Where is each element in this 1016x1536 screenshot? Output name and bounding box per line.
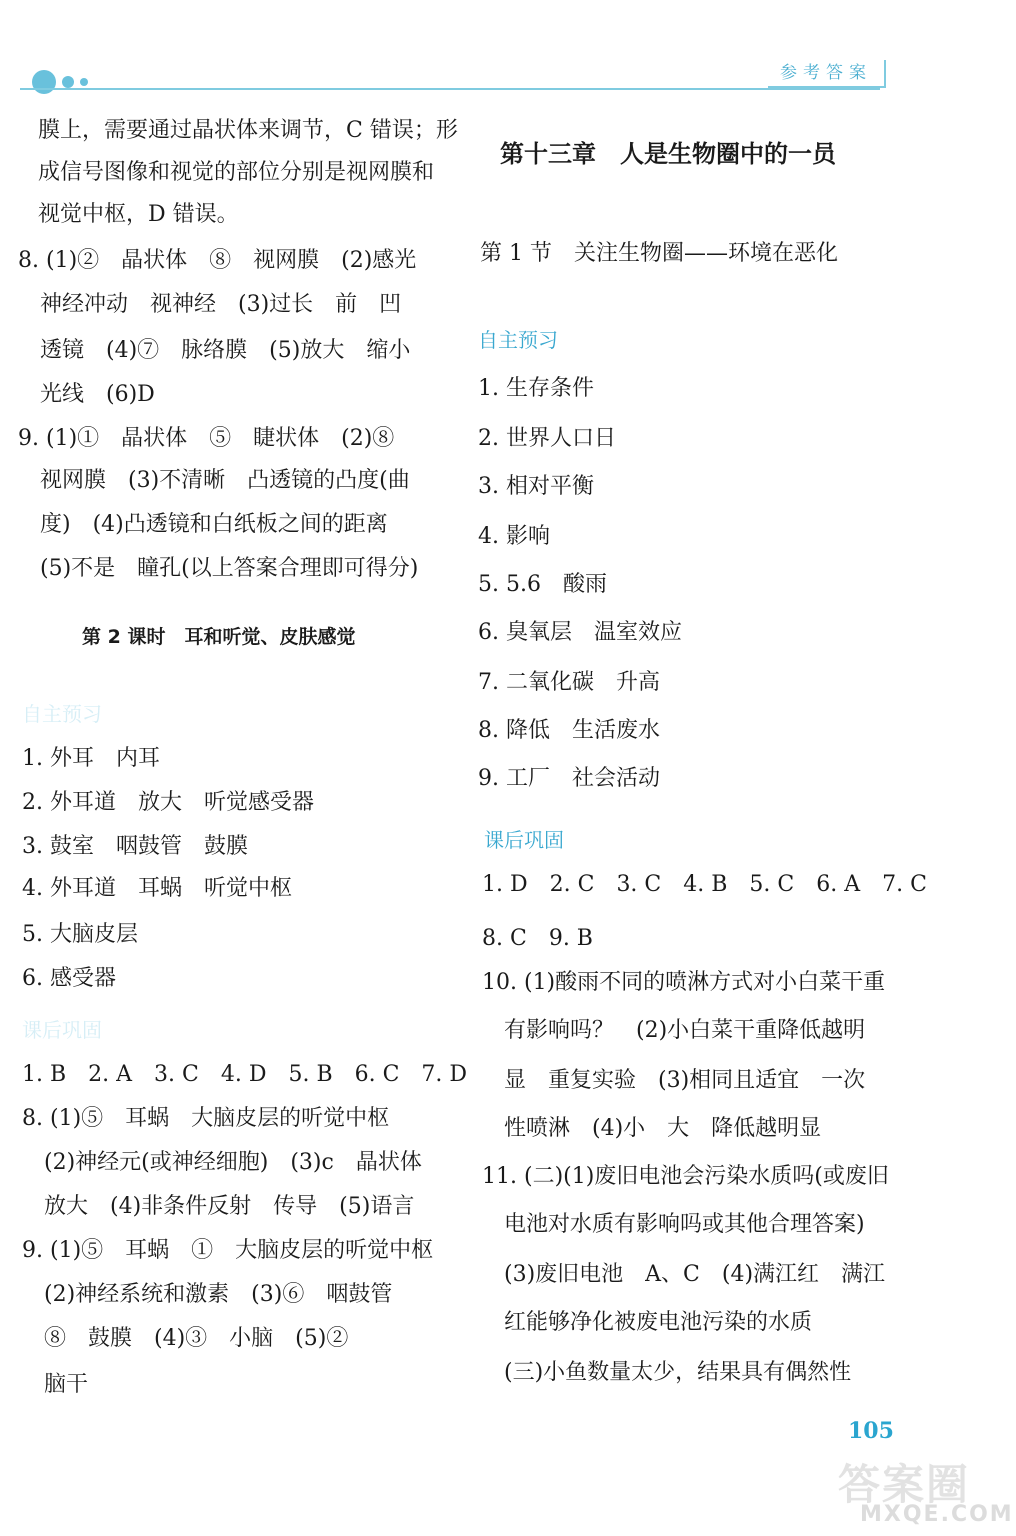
page-header [0, 0, 1016, 110]
left-line: 视觉中枢，D 错误。 [38, 202, 239, 227]
preview-answer: 4. 外耳道 耳蜗 听觉中枢 [22, 876, 292, 901]
preview-answer: 8. 降低 生活废水 [478, 718, 660, 743]
header-dots-icon [32, 70, 94, 94]
preview-answer: 4. 影响 [478, 524, 550, 549]
consolidate-line: 9. (1)⑤ 耳蜗 ① 大脑皮层的听觉中枢 [22, 1238, 434, 1263]
consolidate-line: 8. C 9. B [482, 926, 593, 951]
watermark-logo [834, 1450, 1014, 1532]
preview-answer: 7. 二氧化碳 升高 [478, 670, 660, 695]
consolidate-line: 电池对水质有影响吗或其他合理答案) [482, 1212, 865, 1237]
consolidate-line: 红能够净化被废电池污染的水质 [482, 1310, 813, 1335]
subhead-consolidate: 课后巩固 [484, 828, 564, 852]
preview-answer: 5. 5.6 酸雨 [478, 572, 607, 597]
lesson-title: 第 2 课时 耳和听觉、皮肤感觉 [82, 626, 356, 648]
watermark-text: 答案圈 [838, 1460, 971, 1509]
header-divider [20, 88, 880, 90]
left-line: 膜上，需要通过晶状体来调节，C 错误；形 [38, 118, 458, 143]
preview-answer: 6. 臭氧层 温室效应 [478, 620, 682, 645]
preview-answer: 1. 外耳 内耳 [22, 746, 160, 771]
watermark-url: MXQE.COM [860, 1502, 1014, 1527]
left-line: (5)不是 瞳孔(以上答案合理即可得分) [18, 556, 419, 581]
left-line: 神经冲动 视神经 (3)过长 前 凹 [18, 292, 402, 317]
section-title: 第 1 节 关注生物圈——环境在恶化 [480, 241, 838, 266]
consolidate-line: 10. (1)酸雨不同的喷淋方式对小白菜干重 [482, 970, 886, 995]
consolidate-line: 8. (1)⑤ 耳蜗 大脑皮层的听觉中枢 [22, 1106, 390, 1131]
left-line: 8. (1)② 晶状体 ⑧ 视网膜 (2)感光 [18, 248, 417, 273]
consolidate-line: (三)小鱼数量太少，结果具有偶然性 [482, 1360, 852, 1385]
chapter-title: 第十三章 人是生物圈中的一员 [500, 140, 836, 168]
consolidate-line: 脑干 [22, 1372, 89, 1397]
left-line: 光线 (6)D [18, 382, 155, 407]
preview-answer: 2. 外耳道 放大 听觉感受器 [22, 790, 314, 815]
consolidate-line: 1. B 2. A 3. C 4. D 5. B 6. C 7. D [22, 1062, 468, 1087]
preview-answer: 2. 世界人口日 [478, 426, 616, 451]
subhead-consolidate: 课后巩固 [22, 1018, 102, 1042]
consolidate-line: 放大 (4)非条件反射 传导 (5)语言 [22, 1194, 415, 1219]
consolidate-line: 性喷淋 (4)小 大 降低越明显 [482, 1116, 822, 1141]
subhead-preview: 自主预习 [22, 702, 102, 726]
consolidate-line: (3)废旧电池 A、C (4)满江红 满江 [482, 1262, 886, 1287]
page-number: 105 [848, 1418, 894, 1444]
left-line: 度) (4)凸透镜和白纸板之间的距离 [18, 512, 388, 537]
consolidate-line: (2)神经元(或神经细胞) (3)c 晶状体 [22, 1150, 422, 1175]
subhead-preview: 自主预习 [478, 328, 558, 352]
consolidate-line: (2)神经系统和激素 (3)⑥ 咽鼓管 [22, 1282, 393, 1307]
consolidate-line: 1. D 2. C 3. C 4. B 5. C 6. A 7. C [482, 872, 927, 897]
left-line: 透镜 (4)⑦ 脉络膜 (5)放大 缩小 [18, 338, 411, 363]
preview-answer: 9. 工厂 社会活动 [478, 766, 660, 791]
left-line: 9. (1)① 晶状体 ⑤ 睫状体 (2)⑧ [18, 426, 395, 451]
preview-answer: 3. 鼓室 咽鼓管 鼓膜 [22, 834, 248, 859]
consolidate-line: 有影响吗？ (2)小白菜干重降低越明 [482, 1018, 866, 1043]
consolidate-line: ⑧ 鼓膜 (4)③ 小脑 (5)② [22, 1326, 349, 1351]
left-line: 视网膜 (3)不清晰 凸透镜的凸度(曲 [18, 468, 410, 493]
preview-answer: 1. 生存条件 [478, 376, 594, 401]
preview-answer: 3. 相对平衡 [478, 474, 594, 499]
consolidate-line: 11. (二)(1)废旧电池会污染水质吗(或废旧 [482, 1164, 889, 1189]
header-label: 参考答案 [768, 60, 886, 88]
preview-answer: 5. 大脑皮层 [22, 922, 138, 947]
preview-answer: 6. 感受器 [22, 966, 116, 991]
left-line: 成信号图像和视觉的部位分别是视网膜和 [38, 160, 435, 185]
consolidate-line: 显 重复实验 (3)相同且适宜 一次 [482, 1068, 866, 1093]
